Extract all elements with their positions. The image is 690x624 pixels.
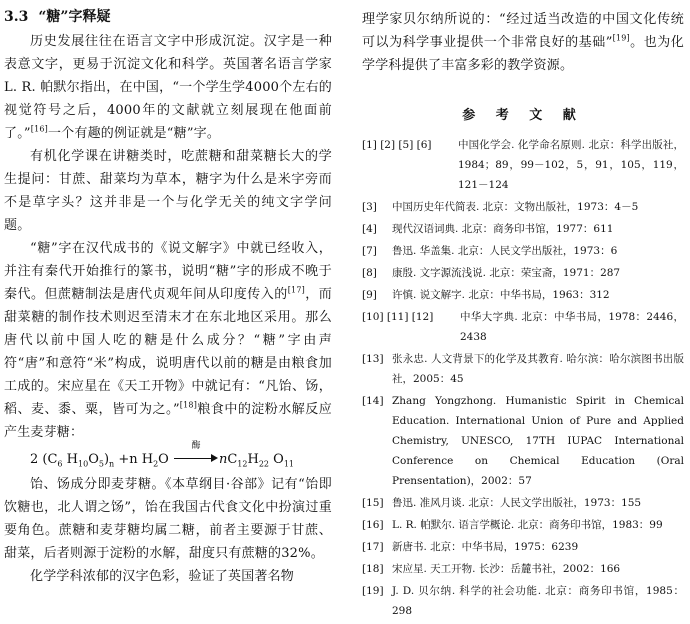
formula-part: H	[247, 452, 259, 467]
formula-sub: 12	[237, 459, 248, 469]
reference-number: [16]	[362, 519, 384, 531]
reference-number: [17]	[362, 541, 384, 553]
formula-part: 2 (C	[30, 452, 58, 467]
formula-sub: 6	[57, 459, 63, 469]
reference-item	[362, 559, 684, 579]
reference-item	[362, 263, 684, 283]
paragraph-text: 有机化学课在讲糖类时，吃蔗糖和甜菜糖长大的学生提问：甘蔗、甜菜均为草本，糖字为什么是米字旁而不是草字头？这并非是一个与化学无关的纯文字学问题。	[4, 149, 332, 233]
arrow-head-icon	[211, 454, 218, 462]
paragraph-4	[4, 473, 332, 565]
reference-number: [10] [11] [12]	[362, 311, 434, 323]
reference-item	[362, 581, 684, 621]
reference-number: [3]	[362, 201, 377, 213]
paragraph-text: 饴、饧成分即麦芽糖。《本草纲目·谷部》记有“饴即饮糖也，北人谓之饧”，饴在我国古代食文化中扮演过重要角色。蔗糖和麦芽糖均属二糖，前者主要源于甘蔗、甜菜，后者则源于淀粉的水解，甜度只有蔗糖的32%。	[4, 477, 332, 561]
reference-text: J. D. 贝尔纳. 科学的社会功能. 北京：商务印书馆，1985：298	[392, 585, 684, 617]
reference-item	[362, 307, 684, 347]
paragraph-text: ，而甜菜糖的制作技术则迟至清末才在东北地区采用。那么唐代以前中国人吃的糖是什么成分？“糖”字由声符“唐”和意符“米”构成，说明唐代以前的糖是由粮食加工成的。宋应星在《天工开物》中就记有：“凡饴、饧，稻、麦、黍、粟，皆可为之。”	[4, 287, 332, 417]
reference-text: 中国化学会. 化学命名原则. 北京：科学出版社，1984；89，99－102，5，91，105，119，121－124	[458, 139, 684, 191]
reference-text: 宋应星. 天工开物. 长沙：岳麓书社，2002：166	[392, 563, 621, 575]
citation: [18]	[179, 400, 198, 410]
reference-number: [14]	[362, 395, 384, 407]
reaction-arrow	[174, 441, 218, 464]
reference-number: [19]	[362, 585, 384, 597]
paragraph-text: 粮食中的淀粉水解反应产生麦芽糖：	[4, 402, 332, 440]
formula-part: +n H	[114, 452, 154, 467]
reference-text: 鲁迅. 准风月谈. 北京：人民文学出版社，1973：155	[392, 497, 642, 509]
formula-part: n	[218, 452, 228, 467]
reference-text: 康殷. 文字源流浅说. 北京：荣宝斋，1971：287	[392, 267, 621, 279]
formula-part: )	[103, 452, 110, 467]
reference-text: 现代汉语词典. 北京：商务印书馆，1977：611	[392, 223, 614, 235]
chemical-equation	[4, 441, 332, 471]
right-column	[362, 8, 684, 623]
reference-number: [8]	[362, 267, 377, 279]
citation: [17]	[287, 285, 305, 295]
reference-text: 中华大字典. 北京：中华书局，1978：2446，2438	[460, 311, 684, 343]
paragraph-text: “糖”字在汉代成书的《说文解字》中就已经收入，并注有秦代开始推行的篆书，说明“糖”字的形成不晚于秦代。但蔗糖制法是唐代贞观年间从印度传入的	[4, 241, 332, 302]
references-heading: 参 考 文 献	[462, 108, 584, 123]
reference-number: [4]	[362, 223, 377, 235]
paragraph-text: 化学学科浓郁的汉字色彩，验证了英国著名物	[30, 569, 295, 584]
reference-text: 许慎. 说文解字. 北京：中华书局，1963：312	[392, 289, 610, 301]
paragraph-text: 理学家贝尔纳所说的：“经过适当改造的中国文化传统可以为科学事业提供一个非常良好的基础”	[362, 12, 684, 50]
formula-part: O	[88, 452, 99, 467]
reference-text: 中国历史年代简表. 北京：文物出版社，1973：4－5	[392, 201, 639, 213]
reference-item	[362, 537, 684, 557]
reference-number: [9]	[362, 289, 377, 301]
reference-number: [15]	[362, 497, 384, 509]
formula-sub: 11	[283, 459, 294, 469]
section-number: 3.3	[4, 9, 29, 25]
reference-item	[362, 285, 684, 305]
formula-part: H	[62, 452, 78, 467]
reference-item	[362, 493, 684, 513]
arrow-line	[174, 458, 212, 459]
reference-item	[362, 135, 684, 195]
paragraph-3	[4, 237, 332, 444]
paragraph-continued	[362, 8, 684, 77]
reference-text: Zhang Yongzhong. Humanistic Spirit in Chemical Education. International Union of Pure and Applied Chemistry, UNESCO, 17TH IUPAC International Conference on Chemical Education (Oral Prensentation)，2002：57	[392, 395, 684, 487]
paragraph-text: 。也为化学学科提供了丰富多彩的教学资源。	[362, 35, 684, 73]
paragraph-text: 历史发展往往在语言文字中形成沉淀。汉字是一种表意文字，更易于沉淀文化和科学。英国著名语言学家L. R. 帕默尔指出，在中国，“一个学生学4000个左右的视觉符号之后，4000年的文献就立刻展现在他面前了。”	[4, 34, 332, 141]
formula-sub: n	[109, 459, 115, 469]
formula-part: C	[227, 452, 238, 467]
left-column	[4, 8, 332, 588]
reference-text: 鲁迅. 华盖集. 北京：人民文学出版社，1973：6	[392, 245, 618, 257]
formula-part: O	[158, 452, 169, 467]
formula-sub: 22	[258, 459, 270, 469]
reference-item	[362, 241, 684, 261]
reference-text: 新唐书. 北京：中华书局，1975：6239	[392, 541, 579, 553]
reference-item	[362, 349, 684, 389]
formula-sub: 10	[78, 459, 89, 469]
reference-text: L. R. 帕默尔. 语言学概论. 北京：商务印书馆，1983：99	[392, 519, 663, 531]
paragraph-2	[4, 145, 332, 237]
reference-number: [13]	[362, 353, 384, 365]
reference-item	[362, 197, 684, 217]
reference-number: [18]	[362, 563, 384, 575]
citation: [19]	[612, 33, 630, 43]
reference-item	[362, 515, 684, 535]
reference-list	[362, 135, 684, 621]
catalyst-label: 酶	[191, 441, 201, 451]
section-heading	[4, 8, 332, 26]
formula-part: O	[269, 452, 284, 467]
reference-text: 张永忠. 人文背景下的化学及其教育. 哈尔滨：哈尔滨图书出版社，2005：45	[392, 353, 684, 385]
reference-number: [7]	[362, 245, 377, 257]
paragraph-1	[4, 30, 332, 145]
citation: [16]	[30, 124, 48, 134]
paragraph-text: 一个有趣的例证就是“糖”字。	[47, 126, 221, 141]
section-title: “糖”字释疑	[38, 9, 111, 25]
formula-sub: 2	[153, 459, 159, 469]
paragraph-5	[4, 565, 332, 588]
reference-number: [1] [2] [5] [6]	[362, 139, 432, 151]
formula-sub: 5	[98, 459, 104, 469]
reference-item	[362, 219, 684, 239]
reference-item	[362, 391, 684, 491]
